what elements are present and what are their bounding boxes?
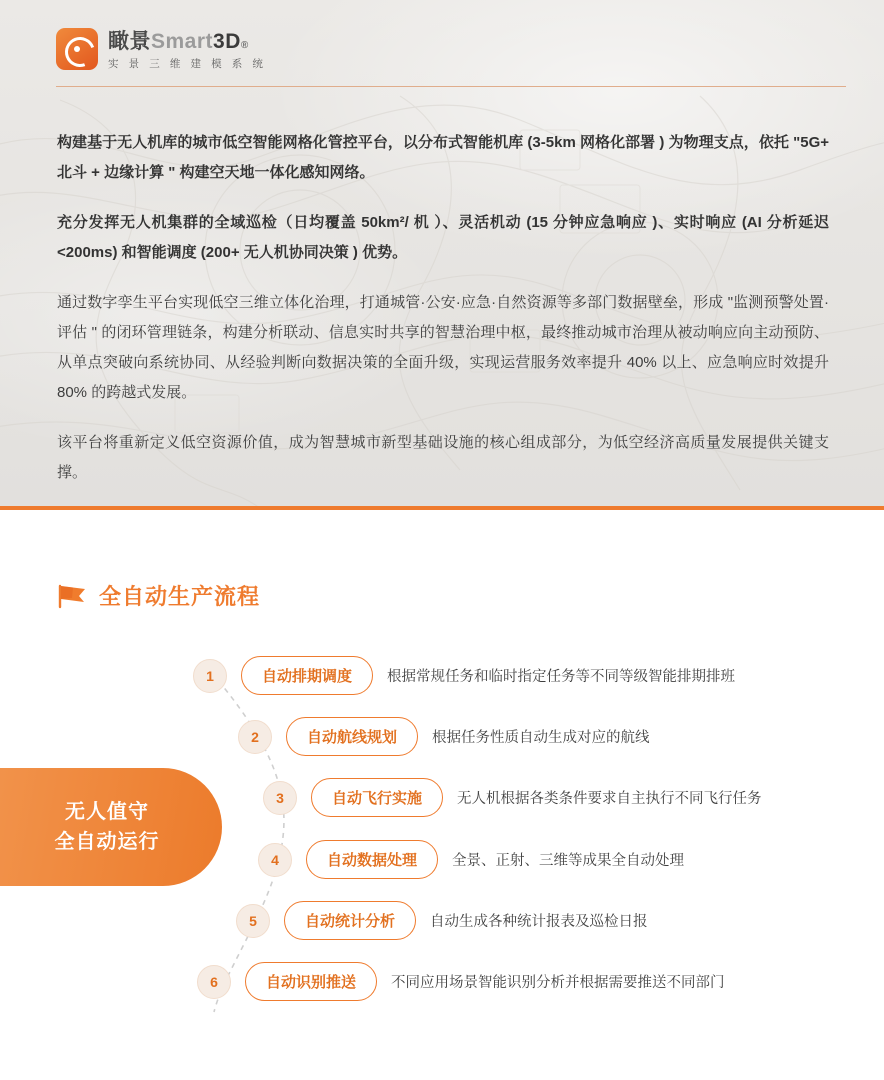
- step-label[interactable]: 自动飞行实施: [311, 778, 443, 817]
- step-description: 根据任务性质自动生成对应的航线: [432, 730, 650, 746]
- logo-brand-smart: Smart: [151, 29, 214, 53]
- step-description: 根据常规任务和临时指定任务等不同等级智能排期排班: [387, 669, 736, 685]
- product-logo: [56, 28, 266, 70]
- section-header: [57, 580, 260, 611]
- step-description: 不同应用场景智能识别分析并根据需要推送不同部门: [391, 975, 725, 991]
- logo-brand-3d: 3D: [213, 29, 241, 53]
- flow-step: [258, 840, 684, 879]
- badge-line-1: 无人值守: [65, 801, 149, 823]
- step-label[interactable]: 自动数据处理: [306, 840, 438, 879]
- header-divider: [56, 86, 846, 87]
- step-number: 3: [263, 781, 297, 815]
- step-label[interactable]: 自动航线规划: [286, 717, 418, 756]
- flow-step: [238, 717, 650, 756]
- step-description: 无人机根据各类条件要求自主执行不同飞行任务: [457, 791, 762, 807]
- intro-paragraph: 构建基于无人机库的城市低空智能网格化管控平台，以分布式智能机库 (3-5km 网格化部署 ) 为物理支点，依托 "5G+ 北斗 + 边缘计算 " 构建空天地一体化感知网络。: [57, 134, 829, 181]
- workflow-steps: [0, 648, 884, 1048]
- orange-flag-icon: [57, 583, 87, 609]
- badge-line-2: 全自动运行: [54, 831, 160, 853]
- flow-step: [193, 656, 735, 695]
- spiral-logo-icon: [56, 28, 98, 70]
- step-number: 2: [238, 720, 272, 754]
- intro-panel: [0, 0, 884, 508]
- workflow-section: [0, 512, 884, 1080]
- intro-paragraph: 通过数字孪生平台实现低空三维立体化治理，打通城管·公安·应急·自然资源等多部门数据壁垒，形成 "监测预警处置·评估 " 的闭环管理链条，构建分析联动、信息实时共享的智慧治理中枢，最终推动城市治理从被动响应向主动预防、从单点突破向系统协同、从经验判断向数据决策的全面升级，实现运营服务效率提升 40% 以上、应急响应时效提升 80% 的跨越式发展。: [57, 294, 829, 401]
- flow-step: [236, 901, 648, 940]
- flow-step: [197, 962, 725, 1001]
- logo-subtitle: 实 景 三 维 建 模 系 统: [108, 57, 267, 70]
- section-separator-rule: [0, 506, 884, 510]
- step-number: 1: [193, 659, 227, 693]
- step-description: 自动生成各种统计报表及巡检日报: [430, 914, 648, 930]
- step-number: 4: [258, 843, 292, 877]
- logo-brand-cn: 瞰景: [108, 29, 151, 53]
- intro-paragraphs: [57, 128, 829, 508]
- intro-paragraph: 该平台将重新定义低空资源价值，成为智慧城市新型基础设施的核心组成部分，为低空经济高质量发展提供关键支撑。: [57, 434, 829, 481]
- step-number: 5: [236, 904, 270, 938]
- logo-text: [108, 29, 266, 70]
- step-number: 6: [197, 965, 231, 999]
- section-title: 全自动生产流程: [99, 584, 261, 609]
- flow-step: [263, 778, 762, 817]
- step-description: 全景、正射、三维等成果全自动处理: [452, 853, 685, 869]
- intro-paragraph: 充分发挥无人机集群的全域巡检（日均覆盖 50km²/ 机 ）、灵活机动 (15 分钟应急响应 )、实时响应 (AI 分析延迟 <200ms) 和智能调度 (200+ 无人机协同决策 ) 优势。: [57, 214, 829, 261]
- step-label[interactable]: 自动统计分析: [284, 901, 416, 940]
- step-label[interactable]: 自动排期调度: [241, 656, 373, 695]
- logo-wordmark: [108, 31, 266, 52]
- step-label[interactable]: 自动识别推送: [245, 962, 377, 1001]
- registered-mark-icon: ®: [240, 39, 249, 51]
